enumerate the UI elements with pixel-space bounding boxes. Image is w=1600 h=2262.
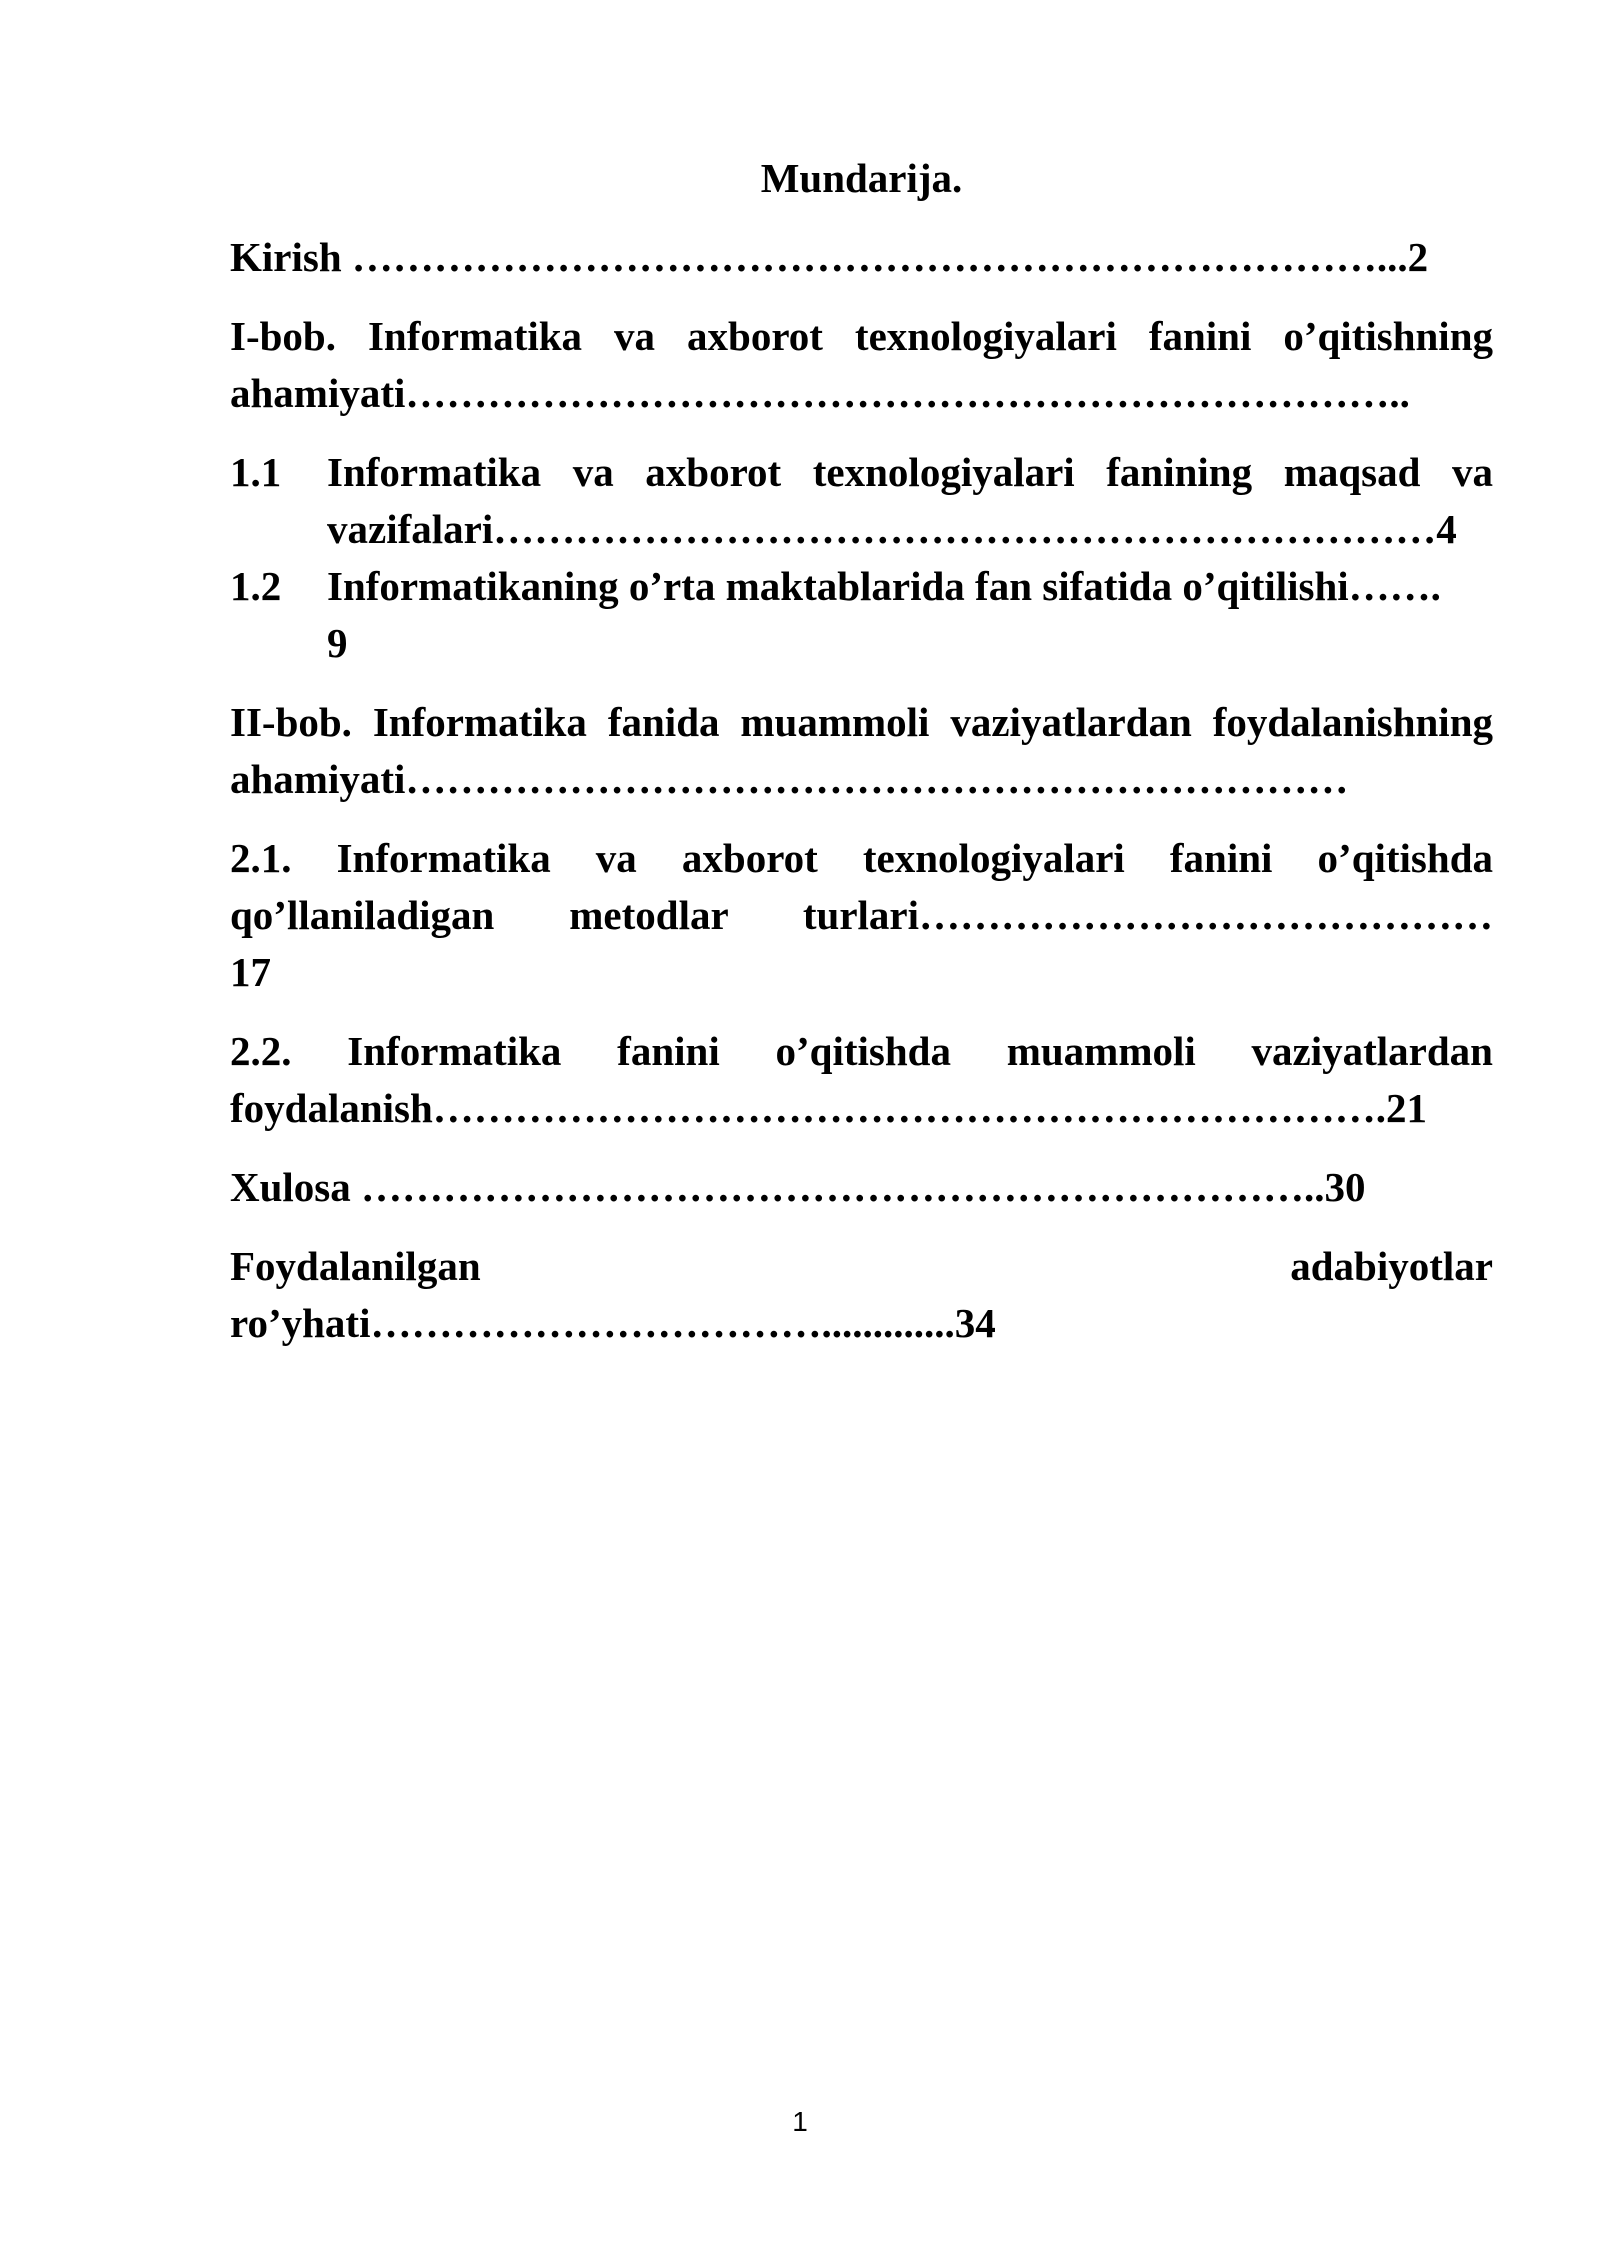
toc-references-word-2: adabiyotlar	[1290, 1243, 1493, 1289]
toc-section-1-2-line-1: Informatikaning o’rta maktablarida fan sifatida o’qitilishi…….	[327, 563, 1441, 609]
toc-section-1-1-line-1: Informatika va axborot texnologiyalari fanining maqsad va	[327, 449, 1493, 495]
toc-entry-references	[230, 1238, 1493, 1352]
toc-entry-section-2-2	[230, 1023, 1493, 1137]
toc-section-2-1-line-1: 2.1. Informatika va axborot texnologiyalari fanini o’qitishda	[230, 835, 1493, 881]
toc-section-2-2-line-2: foydalanish…………………………………………………………….21	[230, 1085, 1428, 1131]
toc-entry-section-1-2	[230, 558, 1493, 672]
toc-entry-xulosa: Xulosa ……………………………………………………………..30	[230, 1164, 1366, 1210]
toc-section-2-1-line-3: 17	[230, 949, 271, 995]
toc-entry-chapter-2	[230, 694, 1493, 808]
toc-references-line-2: ro’yhati…………………………….............34	[230, 1300, 996, 1346]
toc-chapter-1-line-1: I-bob. Informatika va axborot texnologiyalari fanini o’qitishning	[230, 313, 1493, 359]
toc-entry-section-2-1	[230, 830, 1493, 1001]
toc-references-line-1	[230, 1238, 1493, 1295]
toc-section-1-1-line-2: vazifalari……………………………………………………………4	[327, 506, 1457, 552]
toc-chapter-2-line-2: ahamiyati……………………………………………………………	[230, 756, 1349, 802]
toc-section-1-2-number: 1.2	[230, 563, 282, 609]
toc-chapter-1-line-2: ahamiyati………………………………………………………………..	[230, 370, 1410, 416]
toc-section-1-2-text	[327, 558, 1493, 672]
toc-entry-chapter-1	[230, 308, 1493, 422]
toc-section-1-1-text	[327, 444, 1493, 558]
toc-chapter-2-line-1: II-bob. Informatika fanida muammoli vaziyatlardan foydalanishning	[230, 699, 1493, 745]
table-of-contents	[230, 150, 1493, 1374]
toc-entry-section-1-1	[230, 444, 1493, 558]
page-number: 1	[792, 2106, 808, 2137]
toc-title: Mundarija.	[760, 155, 963, 201]
toc-section-2-2-line-1: 2.2. Informatika fanini o’qitishda muammoli vaziyatlardan	[230, 1028, 1493, 1074]
toc-entry-kirish: Kirish …………………………………………………………………...2	[230, 234, 1429, 280]
toc-section-1-1-number: 1.1	[230, 449, 282, 495]
toc-section-1-2-line-2: 9	[327, 620, 348, 666]
toc-references-word-1: Foydalanilgan	[230, 1243, 481, 1289]
toc-section-2-1-line-2: qo’llaniladigan metodlar turlari……………………………………	[230, 892, 1493, 938]
